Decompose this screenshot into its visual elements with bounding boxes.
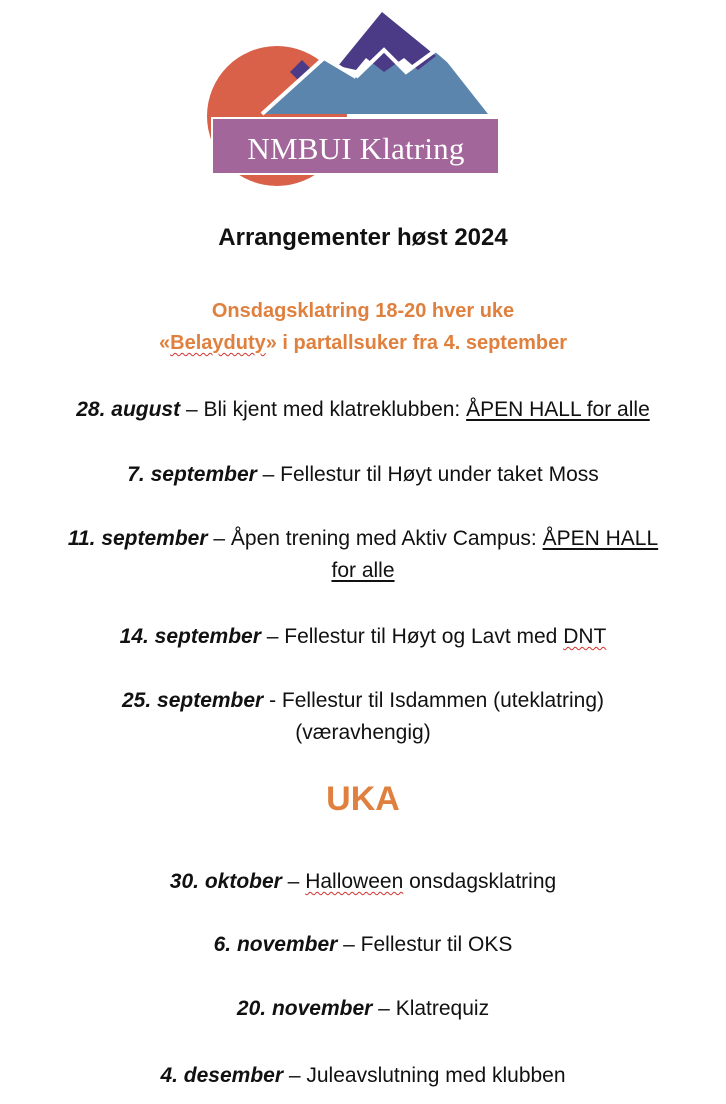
- event-sep: –: [207, 527, 231, 550]
- event-sep: –: [281, 870, 306, 893]
- event-25-september: [20, 685, 706, 749]
- event-text: Fellestur til Høyt under taket Moss: [280, 463, 599, 486]
- page-title: Arrangementer høst 2024: [218, 224, 508, 251]
- info-line-belayduty: [0, 332, 726, 355]
- event-text: Åpen trening med Aktiv Campus:: [230, 527, 543, 550]
- event-date: 14. september: [119, 625, 261, 648]
- quote-open: «: [159, 332, 171, 354]
- event-date: 20. november: [236, 997, 373, 1020]
- event-text: Juleavslutning med klubben: [306, 1064, 566, 1087]
- event-14-september: [20, 621, 706, 653]
- event-date: 25. september: [121, 689, 264, 712]
- event-sep: –: [180, 398, 204, 421]
- logo-text: NMBUI Klatring: [247, 131, 465, 166]
- event-text: Klatrequiz: [395, 997, 490, 1020]
- halloween-word: Halloween: [305, 870, 404, 893]
- event-date: 28. august: [76, 398, 181, 421]
- event-sep: –: [337, 933, 361, 956]
- event-date: 4. desember: [160, 1064, 284, 1087]
- event-sep: –: [256, 463, 281, 486]
- event-text-cont: (væravhengig): [295, 721, 431, 744]
- event-sep: –: [260, 625, 285, 648]
- open-hall-link[interactable]: ÅPEN HALL for alle: [466, 398, 650, 421]
- event-6-november: [20, 929, 706, 961]
- event-date: 7. september: [127, 463, 257, 486]
- event-text: Fellestur til OKS: [360, 933, 513, 956]
- event-date: 6. november: [213, 933, 338, 956]
- event-text: onsdagsklatring: [403, 870, 557, 893]
- event-text: Fellestur til Høyt og Lavt med: [284, 625, 564, 648]
- event-sep: –: [372, 997, 396, 1020]
- dnt-word: DNT: [563, 625, 607, 648]
- info-line-weekly: Onsdagsklatring 18-20 hver uke: [211, 300, 515, 322]
- belayduty-word: Belayduty: [170, 332, 266, 354]
- event-date: 30. oktober: [169, 870, 282, 893]
- event-sep: –: [283, 1064, 307, 1087]
- event-date: 11. september: [67, 527, 208, 550]
- open-hall-link-cont[interactable]: for alle: [331, 559, 395, 582]
- nmbui-klatring-logo: [206, 10, 506, 190]
- info-line-rest: » i partallsuker fra 4. september: [265, 332, 567, 354]
- section-heading-uka: UKA: [326, 780, 400, 818]
- event-7-september: [20, 459, 706, 491]
- open-hall-link[interactable]: ÅPEN HALL: [542, 527, 659, 550]
- event-text: Fellestur til Isdammen (uteklatring): [281, 689, 605, 712]
- event-20-november: [20, 993, 706, 1025]
- event-11-september: [20, 523, 706, 587]
- event-28-august: [20, 394, 706, 426]
- event-30-oktober: [20, 866, 706, 898]
- event-4-desember: [20, 1060, 706, 1092]
- event-sep: -: [263, 689, 282, 712]
- event-text: Bli kjent med klatreklubben:: [203, 398, 467, 421]
